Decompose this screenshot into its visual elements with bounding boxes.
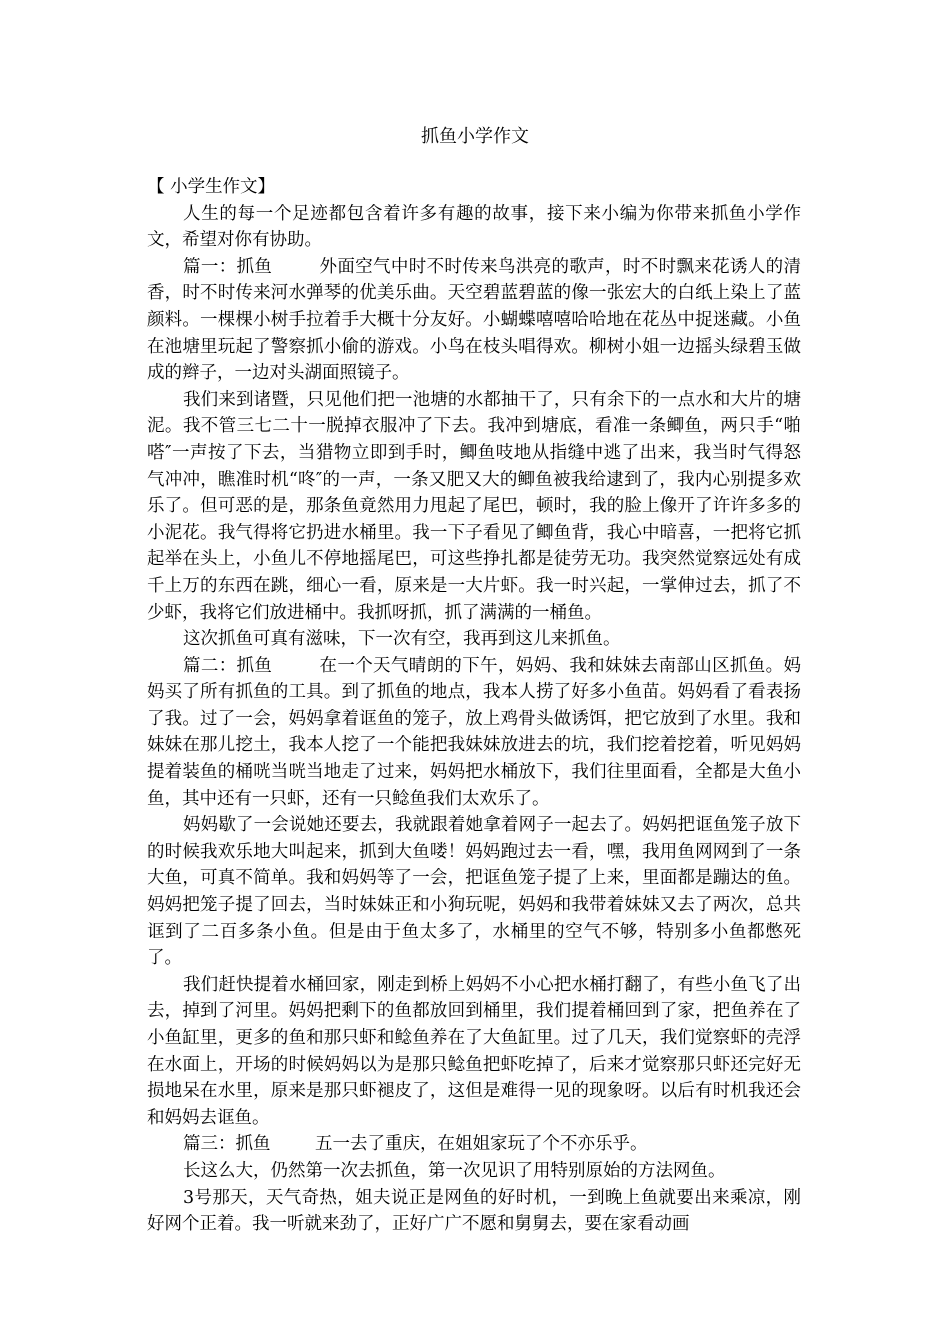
paragraph-text: 妈妈歇了一会说她还要去，我就跟着她拿着网子一起去了。妈妈把诓鱼笼子放下的时候我欢乐地大叫起来，抓到大鱼喽！妈妈跑过去一看，嘿，我用鱼网网到了一条大鱼，可真不简单。我和妈妈等了一会，把诓鱼笼子提了上来，里面都是蹦达的鱼。妈妈把笼子提了回去，当时妹妹正和小狗玩呢，妈妈和我带着妹妹又去了两次，总共诓到了二百多条小鱼。但是由于鱼太多了，水桶里的空气不够，特别多小鱼都憋死了。 [147, 815, 801, 969]
essay-heading: 篇一：抓鱼 [183, 256, 320, 277]
paragraph-text: 我们来到诸暨，只见他们把一池塘的水都抽干了，只有余下的一点水和大片的塘泥。我不管三七二十一脱掉衣服冲了下去。我冲到塘底，看准一条鲫鱼，两只手“啪嗒″一声按了下去，当猎物立即到手时，鲫鱼吱地从指缝中逃了出来，我当时气得怒气冲冲，瞧准时机“咚″的一声，一条又肥又大的鲫鱼被我给逮到了，我内心别提多欢乐了。但可恶的是，那条鱼竟然用力甩起了尾巴，顿时，我的脸上像开了许许多多的小泥花。我气得将它扔进水桶里。我一下子看见了鲫鱼背，我心中暗喜，一把将它抓起举在头上，小鱼儿不停地摇尾巴，可这些挣扎都是徒劳无功。我突然觉察远处有成千上万的东西在跳，细心一看，原来是一大片虾。我一时兴起，一掌伸过去，抓了不少虾，我将它们放进桶中。我抓呀抓，抓了满满的一桶鱼。 [147, 389, 801, 623]
paragraph-text: 我们赶快提着水桶回家，刚走到桥上妈妈不小心把水桶打翻了，有些小鱼飞了出去，掉到了河里。妈妈把剩下的鱼都放回到桶里，我们提着桶回到了家，把鱼养在了小鱼缸里，更多的鱼和那只虾和鲶鱼养在了大鱼缸里。过了几天，我们觉察虾的壳浮在水面上，开场的时候妈妈以为是那只鲶鱼把虾吃掉了，后来才觉察那只虾还完好无损地呆在水里，原来是那只虾褪皮了，这但是难得一见的现象呀。以后有时机我还会和妈妈去诓鱼。 [147, 974, 801, 1128]
paragraph-text: 外面空气中时不时传来鸟洪亮的歌声，时不时飘来花诱人的清香，时不时传来河水弹琴的优美乐曲。天空碧蓝碧蓝的像一张宏大的白纸上染上了蓝颜料。一棵棵小树手拉着手大概十分友好。小蝴蝶嘻嘻哈哈地在花丛中捉迷藏。小鱼在池塘里玩起了警察抓小偷的游戏。小鸟在枝头唱得欢。柳树小姐一边摇头绿碧玉做成的辫子，一边对头湖面照镜子。 [147, 256, 801, 384]
paragraph [147, 972, 801, 1132]
paragraph-text: 长这么大，仍然第一次去抓鱼，第一次见识了用特别原始的方法网鱼。 [183, 1160, 726, 1181]
paragraph-text: 五一去了重庆，在姐姐家玩了个不亦乐乎。 [315, 1134, 648, 1155]
paragraph-text: 3号那天，天气奇热，姐夫说正是网鱼的好时机，一到晚上鱼就要出来乘凉，刚好网个正着。我一听就来劲了，正好广广不愿和舅舅去，要在家看动画 [147, 1187, 801, 1235]
essay-heading: 篇二：抓鱼 [183, 655, 320, 676]
category-label: 【 小学生作文】 [147, 177, 276, 197]
paragraph-essay-2-start [147, 653, 801, 813]
paragraph [147, 1185, 801, 1238]
paragraph [147, 1158, 801, 1185]
paragraph [147, 387, 801, 626]
paragraph-intro [147, 201, 801, 254]
essay-heading: 篇三：抓鱼 [183, 1134, 316, 1155]
paragraph-text: 在一个天气晴朗的下午，妈妈、我和妹妹去南部山区抓鱼。妈妈买了所有抓鱼的工具。到了抓鱼的地点，我本人捞了好多小鱼苗。妈妈看了看表扬了我。过了一会，妈妈拿着诓鱼的笼子，放上鸡骨头做诱饵，把它放到了水里。我和妹妹在那儿挖土，我本人挖了一个能把我妹妹放进去的坑，我们挖着挖着，听见妈妈提着装鱼的桶咣当咣当地走了过来，妈妈把水桶放下，我们往里面看，全都是大鱼小鱼，其中还有一只虾，还有一只鲶鱼我们太欢乐了。 [147, 655, 801, 809]
document-title: 抓鱼小学作文 [421, 126, 529, 147]
paragraph [147, 626, 801, 653]
paragraph-essay-1-start [147, 254, 801, 387]
document-body [147, 174, 801, 1238]
paragraph-essay-3-start [147, 1131, 801, 1158]
paragraph-text: 这次抓鱼可真有滋味，下一次有空，我再到这儿来抓鱼。 [183, 629, 621, 650]
paragraph-text: 人生的每一个足迹都包含着许多有趣的故事，接下来小编为你带来抓鱼小学作文，希望对你有协助。 [147, 203, 801, 251]
paragraph [147, 812, 801, 972]
